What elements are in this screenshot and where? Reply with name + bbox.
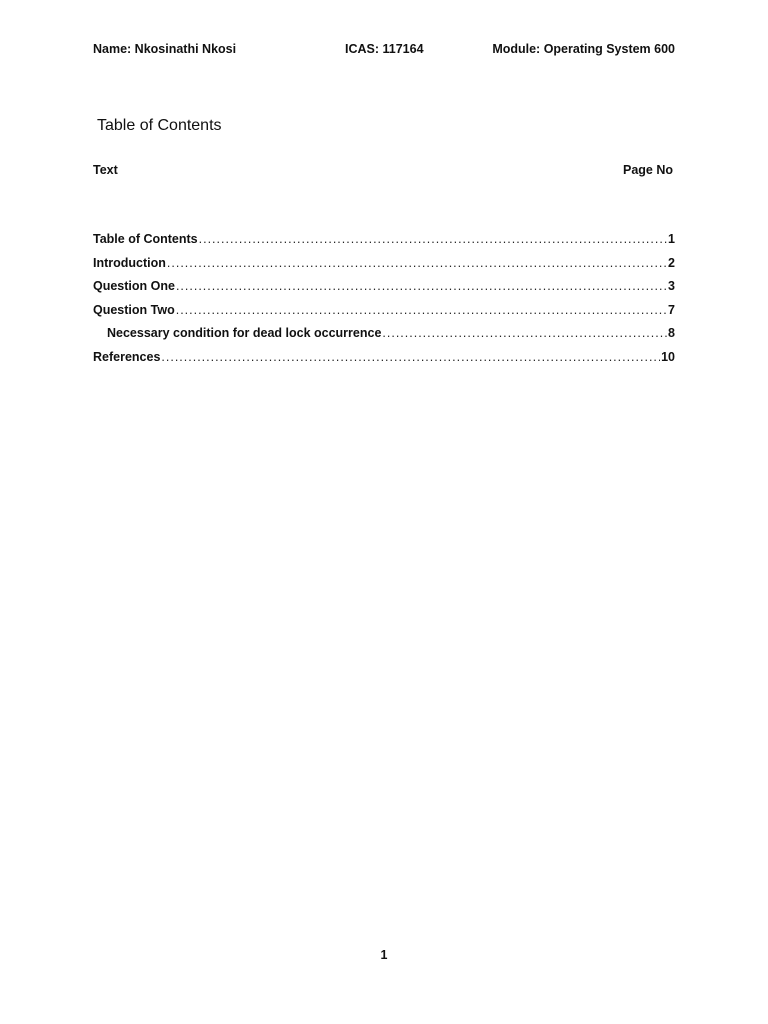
toc-column-headers: [93, 163, 673, 181]
toc-entry-label: Necessary condition for dead lock occurrence: [107, 326, 382, 341]
toc-entry-label: Table of Contents: [93, 232, 198, 246]
module-name: Module: Operating System 600: [492, 42, 675, 56]
toc-entry-label: Question One: [93, 279, 175, 294]
toc-entry-label: Question Two: [93, 302, 175, 317]
toc-leader-dots: [161, 350, 660, 364]
page-number: 1: [380, 948, 388, 962]
toc-heading: Table of Contents: [97, 117, 222, 134]
toc-entry-page: 3: [668, 279, 675, 294]
column-page-label: Page No: [622, 163, 673, 177]
toc-leader-dots: [167, 256, 667, 270]
toc-leader-dots: [176, 279, 667, 293]
toc-entry-page: 7: [668, 302, 675, 317]
icas-number: ICAS: 117164: [345, 42, 424, 56]
column-text-label: Text: [93, 163, 118, 177]
toc-leader-dots: [176, 303, 667, 317]
toc-entry-label: References: [93, 349, 161, 364]
toc-entry-page: 10: [661, 349, 675, 364]
page-header: [93, 42, 675, 60]
toc-entry-label: Introduction: [93, 255, 166, 270]
toc-entry-question-one[interactable]: [93, 279, 675, 303]
toc-entry-question-two[interactable]: [93, 303, 675, 327]
toc-entry-page: 2: [668, 255, 675, 270]
toc-entry-page: 8: [668, 326, 675, 341]
toc-leader-dots: [382, 326, 667, 340]
student-name: Name: Nkosinathi Nkosi: [93, 42, 237, 56]
toc-entry-page: 1: [668, 232, 675, 246]
toc-entry-deadlock-condition[interactable]: [93, 326, 675, 350]
toc-list: [93, 232, 675, 374]
toc-leader-dots: [199, 232, 667, 246]
toc-entry-references[interactable]: [93, 350, 675, 374]
toc-entry-introduction[interactable]: [93, 256, 675, 280]
toc-entry-table-of-contents[interactable]: [93, 232, 675, 256]
